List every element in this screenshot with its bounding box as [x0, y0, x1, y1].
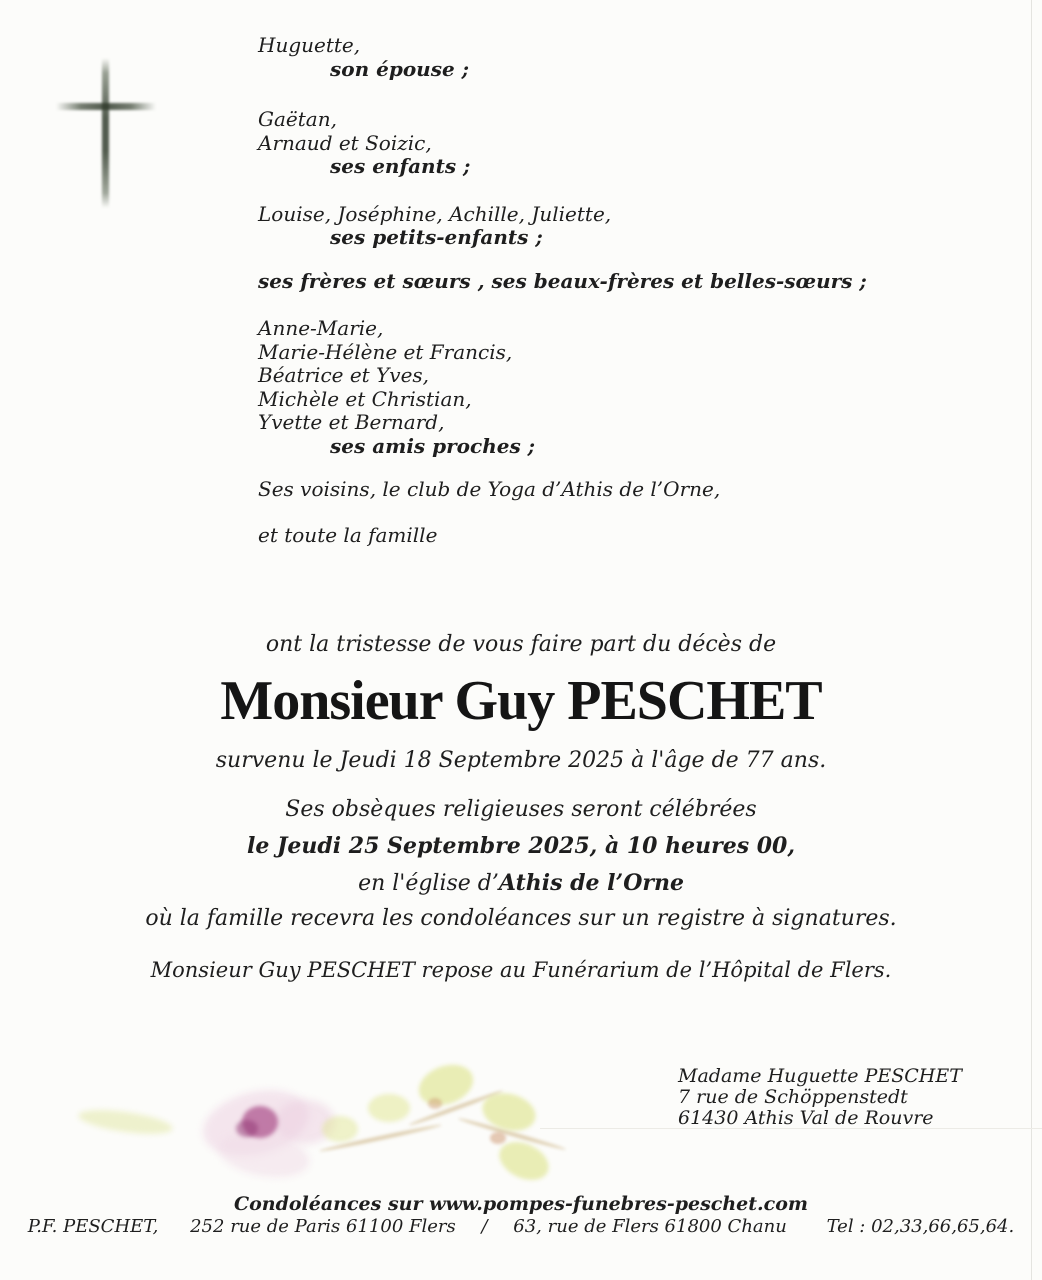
family-name: Yvette et Bernard, [258, 410, 445, 434]
contact-city: 61430 Athis Val de Rouvre [678, 1107, 934, 1129]
funeral-home-office1: 252 rue de Paris 61100 Flers [190, 1216, 456, 1237]
separator: / [481, 1216, 488, 1237]
contact-block [678, 1066, 962, 1129]
cross-vertical-bar [102, 58, 109, 208]
ceremony-intro: Ses obsèques religieuses seront célébrées [285, 797, 757, 822]
church-prefix: en l'église d’ [358, 871, 499, 896]
deceased-name: Monsieur Guy PESCHET [220, 670, 822, 732]
condolences-note: Condoléances sur www.pompes-funebres-peschet.com [233, 1193, 809, 1215]
family-group-siblings [258, 270, 867, 294]
family-group-children [258, 108, 867, 179]
family-relation: ses petits-enfants ; [330, 225, 543, 249]
announcement-block [0, 632, 1042, 982]
register-note: où la famille recevra les condoléances sur un registre à signatures. [145, 906, 897, 931]
family-name: Anne-Marie, [258, 316, 384, 340]
family-name: Marie-Hélène et Francis, [258, 339, 513, 364]
family-list [258, 34, 867, 547]
repose-note: Monsieur Guy PESCHET repose au Funérarium de l’Hôpital de Flers. [150, 958, 892, 982]
family-relation: ses enfants ; [330, 154, 471, 178]
ceremony-location [0, 870, 1042, 896]
family-group-whole-family [258, 524, 867, 548]
flower-leaf [77, 1105, 174, 1138]
family-name: Louise, Joséphine, Achille, Juliette, [258, 201, 612, 226]
flower-bud [322, 1116, 358, 1142]
flower-bud [368, 1094, 410, 1122]
flower-bud-tip [490, 1132, 506, 1144]
ceremony-datetime: le Jeudi 25 Septembre 2025, à 10 heures 00, [246, 833, 796, 859]
family-group-friends [258, 317, 867, 458]
contact-name: Madame Huguette PESCHET [678, 1065, 962, 1087]
funeral-home-info [0, 1216, 1042, 1237]
death-details: survenu le Jeudi 18 Septembre 2025 à l'âge de 77 ans. [215, 748, 827, 773]
family-name: et toute la famille [258, 522, 438, 547]
funeral-home-office2: 63, rue de Flers 61800 Chanu [513, 1216, 787, 1237]
family-name: Michèle et Christian, [258, 386, 472, 411]
announcement-intro: ont la tristesse de vous faire part du décès de [265, 632, 777, 657]
flower-bud-tip [428, 1098, 442, 1109]
cross-horizontal-bar [56, 103, 156, 110]
family-name: Gaëtan, [258, 107, 337, 131]
family-group-neighbors [258, 478, 867, 502]
family-name: Béatrice et Yves, [258, 363, 430, 387]
family-relation: ses amis proches ; [330, 433, 536, 458]
family-name: Ses voisins, le club de Yoga d’Athis de l’Orne, [258, 477, 721, 501]
church-name: Athis de l’Orne [498, 870, 684, 896]
family-name: Arnaud et Soizic, [258, 130, 432, 155]
funeral-home-name: P.F. PESCHET, [27, 1216, 159, 1237]
family-name: Huguette, [258, 33, 361, 57]
contact-street: 7 rue de Schöppenstedt [678, 1086, 908, 1108]
family-relation: son épouse ; [330, 56, 470, 81]
cross-icon [56, 58, 156, 208]
family-group-spouse [258, 34, 867, 81]
funeral-home-phone: Tel : 02,33,66,65,64. [826, 1216, 1015, 1237]
family-group-grandchildren [258, 203, 867, 250]
flower-center [236, 1120, 258, 1137]
footer [0, 1194, 1042, 1237]
orchid-decoration [70, 1040, 560, 1200]
family-relation: ses frères et sœurs , ses beaux-frères et belles-sœurs ; [258, 268, 867, 293]
